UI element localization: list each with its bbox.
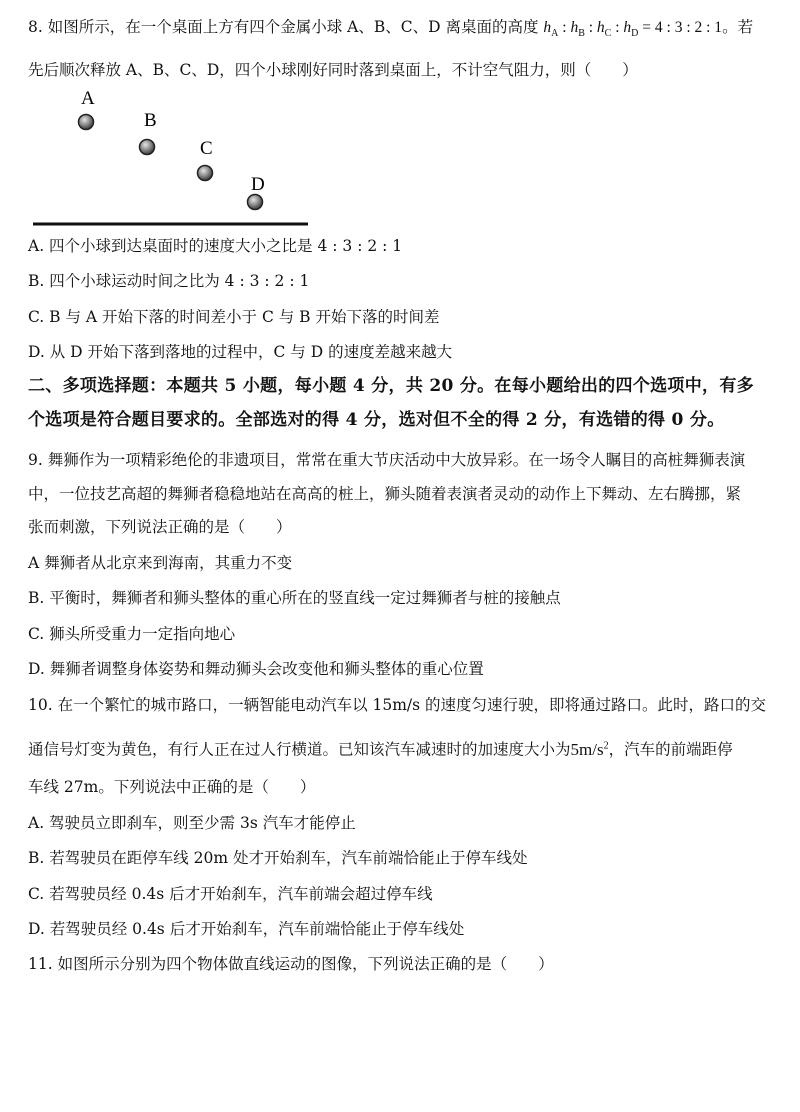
q8-option-c: C. B 与 A 开始下落的时间差小于 C 与 B 开始下落的时间差 [28,308,440,326]
q10-option-c: C. 若驾驶员经 0.4s 后才开始刹车，汽车前端会超过停车线 [28,885,433,903]
q8-option-a: A. 四个小球到达桌面时的速度大小之比是 4 : 3 : 2 : 1 [28,237,403,255]
q10-stem-line2: 通信号灯变为黄色，有行人正在过人行横道。已知该汽车减速时的加速度大小为$5m/s^2$，汽车的前端距停 [28,739,733,759]
section2-heading-line2: 个选项是符合题目要求的。全部选对的得 4 分，选对但不全的得 2 分，有选错的得 0 分。 [28,410,725,430]
q9-stem-line2: 中，一位技艺高超的舞狮者稳稳地站在高高的桩上，狮头随着表演者灵动的动作上下舞动、左右腾挪，紧 [28,485,742,503]
q8-stem-text: 8. 如图所示，在一个桌面上方有四个金属小球 A、B、C、D 离桌面的高度 [28,18,539,36]
q10-acceleration: $5m/s^2$ [570,739,609,759]
q8-stem-line1: 8. 如图所示，在一个桌面上方有四个金属小球 A、B、C、D 离桌面的高度 $h_A$ : $h_B$ : $h_C$ : $h_D = 4$ : 3 : 2 : 1。若 [28,18,754,40]
q8-figure [28,84,318,234]
q9-option-b: B. 平衡时，舞狮者和狮头整体的重心所在的竖直线一定过舞狮者与桩的接触点 [28,589,561,607]
q9-stem-line3: 张而刺激，下列说法正确的是（ ） [28,518,292,536]
ball-label-d: D [251,174,265,195]
q11-stem: 11. 如图所示分别为四个物体做直线运动的图像，下列说法正确的是（ ） [28,955,554,973]
q10-stem-line3: 车线 27m。下列说法中正确的是（ ） [28,778,316,796]
ball-label-a: A [81,88,95,109]
q10-option-a: A. 驾驶员立即刹车，则至少需 3s 汽车才能停止 [28,814,356,832]
q8-stem-line2: 先后顺次释放 A、B、C、D，四个小球刚好同时落到桌面上，不计空气阻力，则（ ） [28,61,638,79]
q9-option-d: D. 舞狮者调整身体姿势和舞动狮头会改变他和狮头整体的重心位置 [28,660,484,678]
q9-option-c: C. 狮头所受重力一定指向地心 [28,625,236,643]
ball-d [248,195,263,210]
ball-b [140,140,155,155]
q9-stem-line1: 9. 舞狮作为一项精彩绝伦的非遗项目，常常在重大节庆活动中大放异彩。在一场令人瞩目的高桩舞狮表演 [28,451,746,469]
q10-option-d: D. 若驾驶员经 0.4s 后才开始刹车，汽车前端恰能止于停车线处 [28,920,465,938]
q8-option-d: D. 从 D 开始下落到落地的过程中，C 与 D 的速度差越来越大 [28,343,453,361]
q10-option-b: B. 若驾驶员在距停车线 20m 处才开始刹车，汽车前端恰能止于停车线处 [28,849,528,867]
ball-label-b: B [144,110,157,131]
ball-a [79,115,94,130]
ball-label-c: C [200,138,213,159]
q10-stem-line1: 10. 在一个繁忙的城市路口，一辆智能电动汽车以 15m/s 的速度匀速行驶，即将通过路口。此时，路口的交 [28,696,767,714]
q9-option-a: A 舞狮者从北京来到海南，其重力不变 [28,554,293,572]
q8-height-ratio: $h_A$ : $h_B$ : $h_C$ : $h_D = 4$ : 3 : 2 : 1 [543,19,723,40]
ball-c [198,166,213,181]
section2-heading-line1: 二、多项选择题：本题共 5 小题，每小题 4 分，共 20 分。在每小题给出的四个选项中，有多 [28,376,754,396]
q8-option-b: B. 四个小球运动时间之比为 4 : 3 : 2 : 1 [28,272,310,290]
